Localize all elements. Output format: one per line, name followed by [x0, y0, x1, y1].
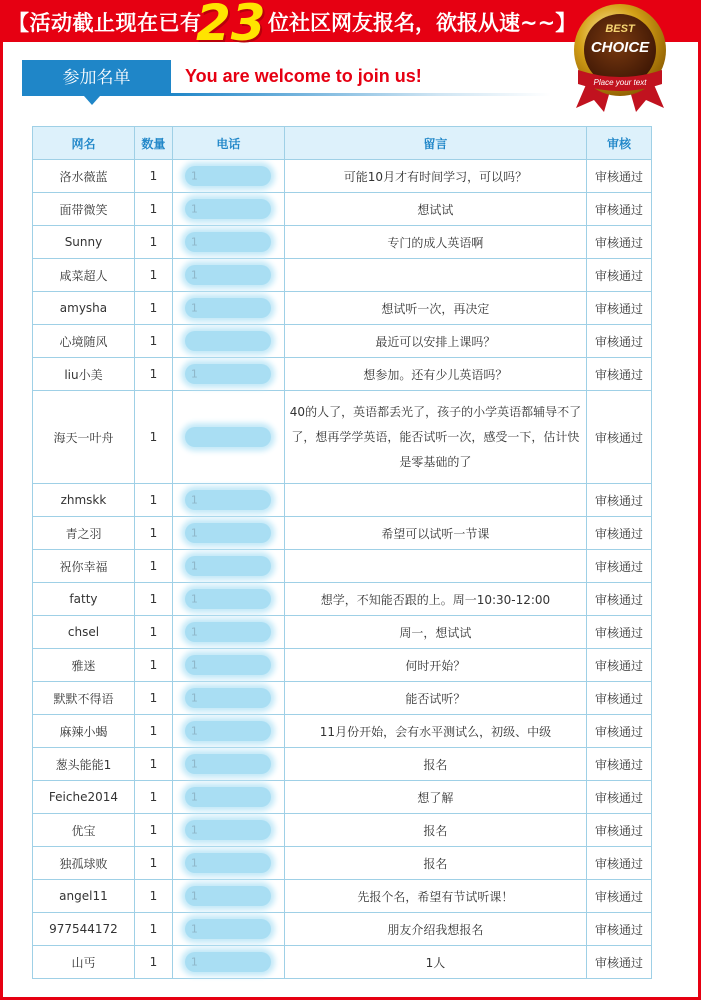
phone-stub: 1: [190, 724, 198, 738]
phone-stub: 1: [190, 268, 198, 282]
row-name: 祝你幸福: [33, 550, 135, 583]
table-row: [33, 913, 652, 946]
phone-stub: 1: [190, 367, 198, 381]
badge-top-text: BEST: [605, 23, 635, 35]
phone-redacted: [185, 364, 271, 384]
row-name: 默默不得语: [33, 682, 135, 715]
row-status: 审核通过: [587, 946, 652, 979]
badge-main-text: CHOICE: [590, 39, 650, 56]
table-row: [33, 880, 652, 913]
best-choice-badge: [568, 0, 672, 112]
row-qty: 1: [134, 517, 172, 550]
row-qty: 1: [134, 358, 172, 391]
phone-stub: 1: [190, 790, 198, 804]
row-status: 审核通过: [587, 358, 652, 391]
phone-redacted: [185, 166, 271, 186]
row-status: 审核通过: [587, 649, 652, 682]
table-row: [33, 847, 652, 880]
phone-redacted: [185, 655, 271, 675]
table-row: [33, 781, 652, 814]
row-status: 审核通过: [587, 847, 652, 880]
phone-redacted: [185, 523, 271, 543]
row-name: 雅迷: [33, 649, 135, 682]
row-qty: 1: [134, 946, 172, 979]
banner-suffix: 位社区网友报名，欲报从速~~】: [268, 11, 577, 35]
row-name: 咸菜超人: [33, 259, 135, 292]
signup-count: 23: [196, 0, 266, 52]
row-name: chsel: [33, 616, 135, 649]
row-note: 朋友介绍我想报名: [284, 913, 586, 946]
row-phone: [172, 913, 284, 946]
table-row: [33, 325, 652, 358]
phone-stub: 1: [190, 757, 198, 771]
row-name: 优宝: [33, 814, 135, 847]
row-status: 审核通过: [587, 259, 652, 292]
table-row: [33, 583, 652, 616]
phone-redacted: [185, 199, 271, 219]
row-qty: 1: [134, 193, 172, 226]
table-row: [33, 358, 652, 391]
welcome-heading: You are welcome to join us!: [185, 66, 422, 86]
row-note: 想学，不知能否跟的上。周一10:30-12:00: [284, 583, 586, 616]
row-qty: 1: [134, 781, 172, 814]
row-phone: [172, 814, 284, 847]
row-phone: [172, 193, 284, 226]
header-qty: 数量: [134, 127, 172, 160]
row-status: 审核通过: [587, 682, 652, 715]
row-status: 审核通过: [587, 160, 652, 193]
row-status: 审核通过: [587, 913, 652, 946]
row-note: 1人: [284, 946, 586, 979]
row-status: 审核通过: [587, 517, 652, 550]
row-note: [284, 550, 586, 583]
row-status: 审核通过: [587, 484, 652, 517]
row-status: 审核通过: [587, 325, 652, 358]
row-phone: [172, 160, 284, 193]
phone-stub: 1: [190, 301, 198, 315]
row-note: 能否试听？: [284, 682, 586, 715]
row-status: 审核通过: [587, 292, 652, 325]
row-note: 想参加。还有少儿英语吗？: [284, 358, 586, 391]
row-note: 可能10月才有时间学习，可以吗？: [284, 160, 586, 193]
phone-redacted: [185, 721, 271, 741]
row-note: 11月份开始，会有水平测试么，初级、中级: [284, 715, 586, 748]
row-phone: [172, 550, 284, 583]
row-status: 审核通过: [587, 583, 652, 616]
row-phone: [172, 517, 284, 550]
phone-stub: 1: [190, 625, 198, 639]
phone-redacted: [185, 490, 271, 510]
row-name: angel11: [33, 880, 135, 913]
phone-redacted: [185, 853, 271, 873]
row-note: 专门的成人英语啊: [284, 226, 586, 259]
row-name: 青之羽: [33, 517, 135, 550]
row-qty: 1: [134, 292, 172, 325]
row-qty: 1: [134, 913, 172, 946]
row-note: [284, 484, 586, 517]
table-row: [33, 292, 652, 325]
row-phone: [172, 325, 284, 358]
section-tab: 参加名单: [22, 60, 171, 96]
phone-redacted: [185, 298, 271, 318]
row-name: Sunny: [33, 226, 135, 259]
row-note: 报名: [284, 847, 586, 880]
row-name: Feiche2014: [33, 781, 135, 814]
table-row: [33, 193, 652, 226]
table-row: [33, 946, 652, 979]
phone-stub: 1: [190, 559, 198, 573]
phone-stub: 1: [190, 691, 198, 705]
phone-stub: 1: [190, 889, 198, 903]
phone-stub: 1: [190, 922, 198, 936]
row-status: 审核通过: [587, 715, 652, 748]
row-name: amysha: [33, 292, 135, 325]
table-row: [33, 649, 652, 682]
row-qty: 1: [134, 583, 172, 616]
row-qty: 1: [134, 226, 172, 259]
phone-stub: 1: [190, 856, 198, 870]
row-qty: 1: [134, 484, 172, 517]
row-note: 想试听一次，再决定: [284, 292, 586, 325]
table-row: [33, 226, 652, 259]
section-divider: [171, 93, 551, 96]
row-name: 海天一叶舟: [33, 391, 135, 484]
row-qty: 1: [134, 325, 172, 358]
table-row: [33, 616, 652, 649]
banner-prefix: 【活动截止现在已有: [8, 11, 202, 35]
table-row: [33, 715, 652, 748]
row-phone: [172, 781, 284, 814]
phone-stub: 1: [190, 169, 198, 183]
phone-stub: 1: [190, 202, 198, 216]
table-row: [33, 160, 652, 193]
section-tab-arrow: [84, 96, 100, 105]
row-status: 审核通过: [587, 814, 652, 847]
row-status: 审核通过: [587, 391, 652, 484]
row-status: 审核通过: [587, 748, 652, 781]
phone-redacted: [185, 331, 271, 351]
row-note: 40的人了，英语都丢光了，孩子的小学英语都辅导不了了，想再学学英语，能否试听一次，感受一下，估计快是零基础的了: [284, 391, 586, 484]
row-phone: [172, 682, 284, 715]
header-phone: 电话: [172, 127, 284, 160]
phone-redacted: [185, 820, 271, 840]
row-qty: 1: [134, 814, 172, 847]
phone-stub: 1: [190, 526, 198, 540]
table-row: [33, 391, 652, 484]
row-qty: 1: [134, 616, 172, 649]
row-note: 最近可以安排上课吗？: [284, 325, 586, 358]
row-qty: 1: [134, 649, 172, 682]
row-phone: [172, 484, 284, 517]
row-status: 审核通过: [587, 550, 652, 583]
phone-stub: 1: [190, 235, 198, 249]
row-phone: [172, 616, 284, 649]
header-status: 审核: [587, 127, 652, 160]
row-note: 先报个名，希望有节试听课！: [284, 880, 586, 913]
row-status: 审核通过: [587, 193, 652, 226]
row-status: 审核通过: [587, 616, 652, 649]
row-qty: 1: [134, 259, 172, 292]
phone-stub: 1: [190, 955, 198, 969]
row-phone: [172, 748, 284, 781]
phone-redacted: [185, 622, 271, 642]
phone-redacted: [185, 688, 271, 708]
row-qty: 1: [134, 847, 172, 880]
row-phone: [172, 226, 284, 259]
row-phone: [172, 880, 284, 913]
row-note: [284, 259, 586, 292]
row-qty: 1: [134, 391, 172, 484]
row-phone: [172, 649, 284, 682]
phone-stub: 1: [190, 658, 198, 672]
row-qty: 1: [134, 550, 172, 583]
row-qty: 1: [134, 748, 172, 781]
row-name: 独孤球败: [33, 847, 135, 880]
row-status: 审核通过: [587, 880, 652, 913]
row-name: 山丐: [33, 946, 135, 979]
row-phone: [172, 358, 284, 391]
row-name: liu小美: [33, 358, 135, 391]
row-name: 心境随风: [33, 325, 135, 358]
row-note: 报名: [284, 748, 586, 781]
signup-table: [32, 126, 652, 979]
row-qty: 1: [134, 715, 172, 748]
phone-redacted: [185, 232, 271, 252]
row-name: zhmskk: [33, 484, 135, 517]
table-row: [33, 484, 652, 517]
table-row: [33, 682, 652, 715]
phone-redacted: [185, 919, 271, 939]
row-note: 周一，想试试: [284, 616, 586, 649]
table-row: [33, 550, 652, 583]
row-note: 何时开始？: [284, 649, 586, 682]
row-qty: 1: [134, 682, 172, 715]
table-row: [33, 517, 652, 550]
badge-ribbon-text: Place your text: [593, 78, 647, 87]
row-phone: [172, 583, 284, 616]
row-note: 想了解: [284, 781, 586, 814]
row-name: 葱头能能1: [33, 748, 135, 781]
row-phone: [172, 391, 284, 484]
phone-redacted: [185, 427, 271, 447]
row-phone: [172, 946, 284, 979]
phone-redacted: [185, 265, 271, 285]
row-phone: [172, 259, 284, 292]
row-note: 想试试: [284, 193, 586, 226]
row-name: 面带微笑: [33, 193, 135, 226]
phone-redacted: [185, 886, 271, 906]
phone-redacted: [185, 589, 271, 609]
row-status: 审核通过: [587, 226, 652, 259]
phone-redacted: [185, 556, 271, 576]
row-phone: [172, 847, 284, 880]
phone-stub: 1: [190, 493, 198, 507]
row-note: 希望可以试听一节课: [284, 517, 586, 550]
phone-redacted: [185, 787, 271, 807]
row-status: 审核通过: [587, 781, 652, 814]
row-name: 977544172: [33, 913, 135, 946]
header-note: 留言: [284, 127, 586, 160]
table-row: [33, 259, 652, 292]
row-phone: [172, 715, 284, 748]
row-name: 洛水薇蓝: [33, 160, 135, 193]
table-header-row: [33, 127, 652, 160]
phone-stub: 1: [190, 823, 198, 837]
phone-redacted: [185, 754, 271, 774]
row-qty: 1: [134, 160, 172, 193]
row-note: 报名: [284, 814, 586, 847]
row-name: fatty: [33, 583, 135, 616]
header-name: 网名: [33, 127, 135, 160]
phone-stub: 1: [190, 592, 198, 606]
table-row: [33, 814, 652, 847]
phone-redacted: [185, 952, 271, 972]
row-name: 麻辣小蝎: [33, 715, 135, 748]
table-row: [33, 748, 652, 781]
row-phone: [172, 292, 284, 325]
row-qty: 1: [134, 880, 172, 913]
